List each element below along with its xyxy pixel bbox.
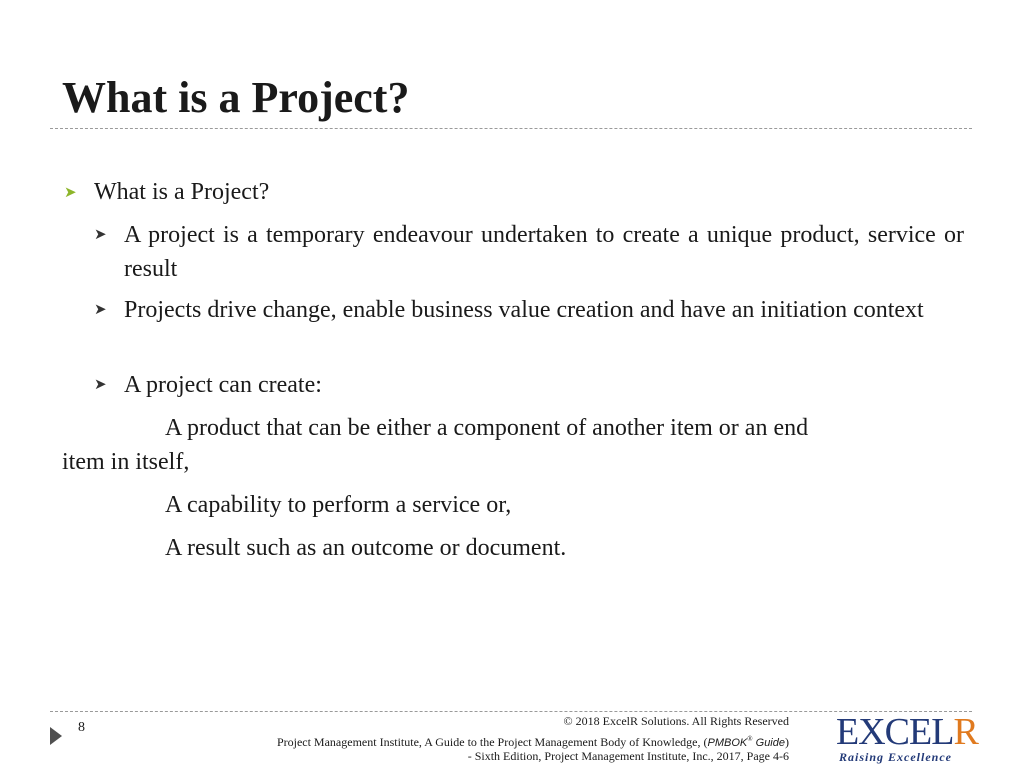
title-divider [50,128,972,129]
sub-bullet-text: Projects drive change, enable business value creation and have an initiation context [124,297,924,323]
sub-bullet [94,368,964,402]
sub-bullet-text: A project is a temporary endeavour undertaken to create a unique product, service or result [124,222,964,282]
creates-item-capability: A capability to perform a service or, [165,492,512,518]
creates-item-product-continued: item in itself, [62,449,190,475]
logo-wordmark [836,712,978,752]
logo-word-accent: R [953,711,978,753]
page-number: 8 [78,720,85,735]
sub-bullet [94,293,964,327]
arrowhead-bullet-icon: ➤ [64,185,77,201]
logo-word-main: EXCEL [836,711,954,753]
excelr-logo [836,711,978,764]
main-bullet-text: What is a Project? [94,179,270,205]
footer-divider [50,711,972,712]
citation-guide: Guide [752,737,785,749]
citation-close: ) [785,735,789,749]
sub-bullet-text: A project can create: [124,372,322,398]
creates-item-result: A result such as an outcome or document. [165,535,567,561]
copyright-notice: © 2018 ExcelR Solutions. All Rights Reserved [563,714,789,728]
logo-tagline: Raising Excellence [839,750,952,764]
arrowhead-bullet-icon: ➤ [94,302,107,318]
slide-title: What is a Project? [62,73,410,122]
citation-line-2: - Sixth Edition, Project Management Institute, Inc., 2017, Page 4-6 [467,749,789,763]
citation-pmbok: PMBOK [707,737,748,749]
sub-bullet [94,218,964,286]
arrowhead-bullet-icon: ➤ [94,227,107,243]
citation-text: Project Management Institute, A Guide to the Project Management Body of Knowledge, ( [276,735,708,749]
play-triangle-icon [50,727,62,745]
registered-mark: ® [747,735,753,743]
arrowhead-bullet-icon: ➤ [94,377,107,393]
creates-item-product: A product that can be either a component of another item or an end [165,415,809,441]
